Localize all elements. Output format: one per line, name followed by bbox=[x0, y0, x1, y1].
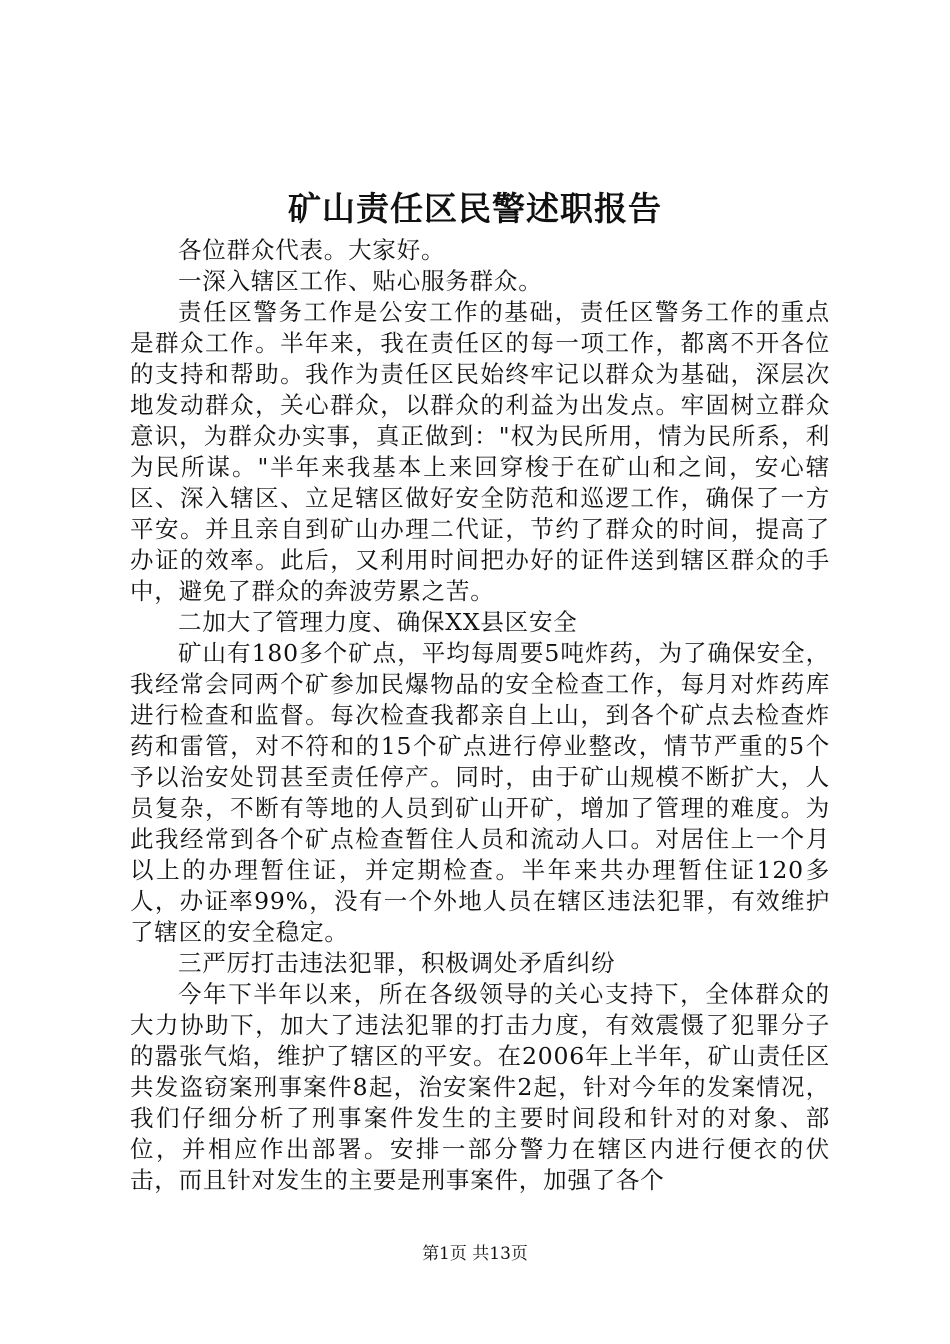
section-heading-2: 二加大了管理力度、确保XX县区安全 bbox=[178, 608, 578, 636]
page-footer: 第1页 共13页 bbox=[422, 1244, 528, 1264]
section-paragraph-1: 责任区警务工作是公安工作的基础，责任区警务工作的重点是群众工作。半年来，我在责任区的每一项工作，都离不开各位的支持和帮助。我作为责任区民始终牢记以群众为基础，深层次地发动群众，关心群众，以群众的利益为出发点。牢固树立群众意识，为群众办实事，真正做到："权为民所用，情为民所系，利为民所谋。"半年来我基本上来回穿梭于在矿山和之间，安心辖区、深入辖区、立足辖区做好安全防范和巡逻工作，确保了一方平安。并且亲自到矿山办理二代证，节约了群众的时间，提高了办证的效率。此后，又利用时间把办好的证件送到辖区群众的手中，避免了群众的奔波劳累之苦。 bbox=[130, 298, 830, 605]
section-paragraph-2: 矿山有180多个矿点，平均每周要5吨炸药，为了确保安全，我经常会同两个矿参加民爆物品的安全检查工作，每月对炸药库进行检查和监督。每次检查我都亲自上山，到各个矿点去检查炸药和雷管，对不符和的15个矿点进行停业整改，情节严重的5个予以治安处罚甚至责任停产。同时，由于矿山规模不断扩大，人员复杂，不断有等地的人员到矿山开矿，增加了管理的难度。为此我经常到各个矿点检查暂住人员和流动人口。对居住上一个月以上的办理暂住证，并定期检查。半年来共办理暂住证120多人，办证率99%，没有一个外地人员在辖区违法犯罪，有效维护了辖区的安全稳定。 bbox=[130, 639, 830, 946]
greeting-line: 各位群众代表。大家好。 bbox=[178, 236, 446, 264]
page-title: 矿山责任区民警述职报告 bbox=[288, 189, 662, 228]
section-heading-1: 一深入辖区工作、贴心服务群众。 bbox=[178, 267, 543, 295]
section-heading-3: 三严厉打击违法犯罪，积极调处矛盾纠纷 bbox=[178, 949, 616, 977]
section-paragraph-3: 今年下半年以来，所在各级领导的关心支持下，全体群众的大力协助下，加大了违法犯罪的打击力度，有效震慑了犯罪分子的嚣张气焰，维护了辖区的平安。在2006年上半年，矿山责任区共发盗窃案刑事案件8起，治安案件2起，针对今年的发案情况，我们仔细分析了刑事案件发生的主要时间段和针对的对象、部位，并相应作出部署。安排一部分警力在辖区内进行便衣的伏击，而且针对发生的主要是刑事案件，加强了各个 bbox=[130, 980, 830, 1194]
document-body bbox=[130, 235, 830, 1196]
